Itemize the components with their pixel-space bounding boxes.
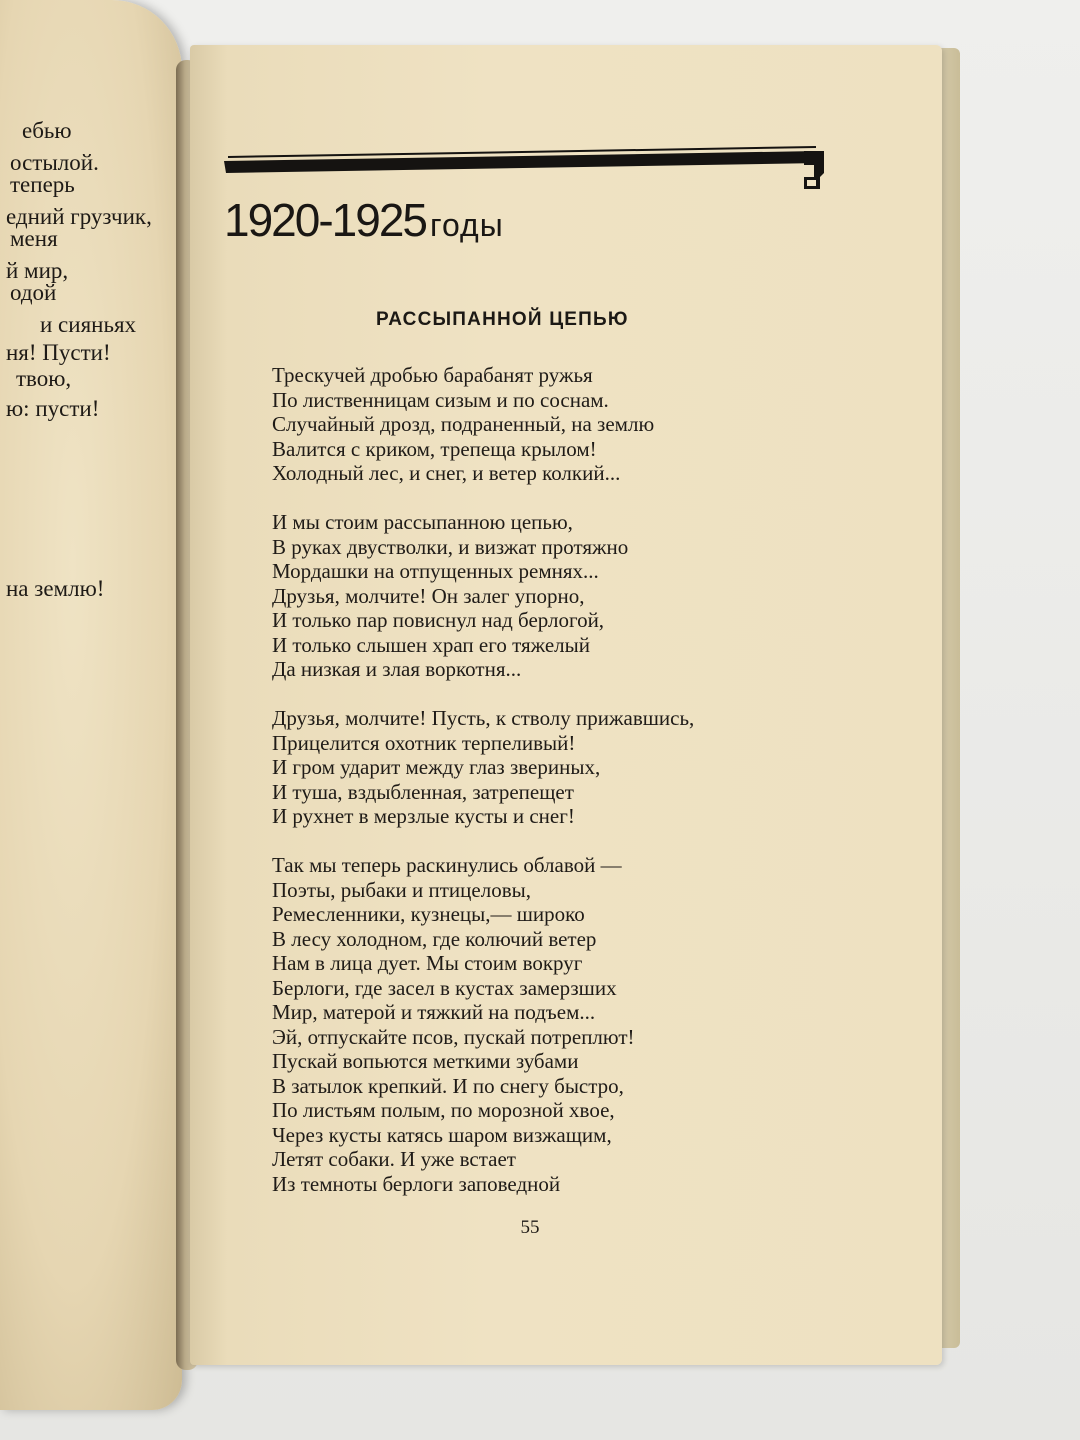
verse-line: В затылок крепкий. И по снегу быстро, — [272, 1073, 624, 1098]
verse-line: И только слышен храп его тяжелый — [272, 632, 591, 657]
verse-line: И гром ударит между глаз звериных, — [272, 755, 601, 779]
verse-line: Поэты, рыбаки и птицеловы, — [272, 877, 531, 902]
verse-line: Случайный дрозд, подраненный, на землю — [272, 412, 655, 436]
verse-line: Друзья, молчите! Пусть, к стволу прижавшись, — [272, 706, 695, 730]
left-page-line: ю: пусти! — [6, 396, 100, 421]
verse-line: Мордашки на отпущенных ремнях... — [272, 559, 599, 583]
poem-title: РАССЫПАННОЙ ЦЕПЬЮ — [376, 309, 629, 330]
verse-line: Ремесленники, кузнецы,— широко — [272, 902, 585, 926]
verse-line: По листьям полым, по морозной хвое, — [272, 1098, 615, 1122]
left-page-line: теперь — [10, 172, 75, 197]
verse-line: Прицелится охотник терпеливый! — [272, 730, 576, 755]
header-ornament — [222, 143, 834, 197]
verse-line: Летят собаки. И уже встает — [272, 1147, 516, 1171]
verse-line: Берлоги, где засел в кустах замерзших — [272, 975, 617, 1000]
poem-stanza — [272, 853, 892, 1196]
verse-line: В лесу холодном, где колючий ветер — [272, 926, 597, 951]
verse-line: И рухнет в мерзлые кусты и снег! — [272, 804, 575, 828]
verse-line: Эй, отпускайте псов, пускай потреплют! — [272, 1024, 635, 1049]
poem-stanza — [272, 363, 892, 486]
left-page-line: и сияньях — [40, 312, 137, 337]
left-page-line: й мир, — [6, 258, 69, 283]
verse-line: В руках двустволки, и визжат протяжно — [272, 534, 629, 559]
verse-line: Валится с криком, трепеща крылом! — [272, 436, 597, 461]
verse-line: Пускай вопьются меткими зубами — [272, 1049, 579, 1073]
left-page-line: меня — [10, 226, 58, 251]
poem-body — [272, 363, 892, 1221]
left-page-text — [0, 0, 182, 1410]
verse-line: Через кусты катясь шаром визжащим, — [272, 1122, 612, 1147]
verse-line: Нам в лица дует. Мы стоим вокруг — [272, 951, 583, 975]
left-page-line: одой — [10, 280, 57, 305]
left-page-line: едний грузчик, — [6, 204, 152, 229]
section-heading-word: годы — [429, 207, 504, 243]
verse-line: И только пар повиснул над берлогой, — [272, 608, 605, 632]
left-page-line: ня! Пусти! — [6, 340, 111, 365]
verse-line: Мир, матерой и тяжкий на подъем... — [272, 1000, 596, 1024]
verse-line: Друзья, молчите! Он залег упорно, — [272, 583, 585, 608]
page-number: 55 — [520, 1217, 540, 1238]
verse-line: По лиственницам сизым и по соснам. — [272, 387, 609, 412]
verse-line: Так мы теперь раскинулись облавой — — [272, 853, 622, 877]
left-page-line: твою, — [16, 366, 72, 391]
verse-line: Трескучей дробью барабанят ружья — [272, 363, 593, 387]
poem-stanza — [272, 706, 892, 829]
right-page — [190, 45, 942, 1365]
verse-line: Из темноты берлоги заповедной — [272, 1171, 561, 1196]
poem-stanza — [272, 510, 892, 682]
left-page-line: на землю! — [6, 576, 105, 601]
section-heading-years: 1920-1925 — [224, 194, 426, 246]
left-page — [0, 0, 182, 1410]
left-page-line: остылой. — [10, 150, 99, 175]
verse-line: Холодный лес, и снег, и ветер колкий... — [272, 461, 621, 485]
verse-line: И туша, вздыбленная, затрепещет — [272, 779, 574, 804]
section-heading — [224, 193, 504, 247]
left-page-line: ебью — [22, 118, 72, 143]
verse-line: Да низкая и злая воркотня... — [272, 657, 522, 681]
verse-line: И мы стоим рассыпанною цепью, — [272, 510, 573, 534]
